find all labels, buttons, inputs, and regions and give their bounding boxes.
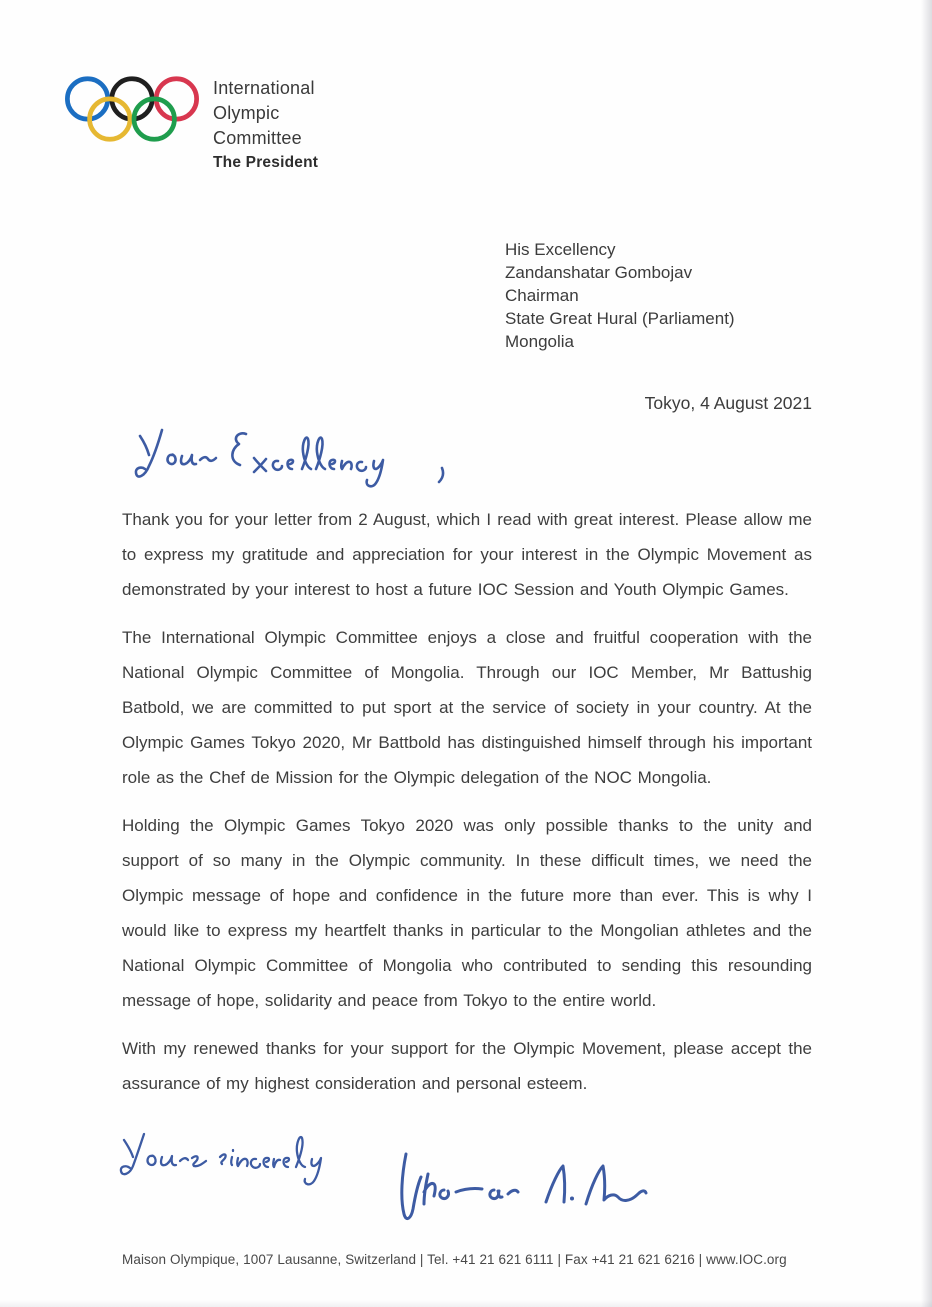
salutation-ink-strokes [112, 420, 472, 498]
paragraph-3: Holding the Olympic Games Tokyo 2020 was only possible thanks to the unity and support of so many in the Olympic community. In these difficult times, we need the Olympic message of hope and confidence in the future more than ever. This is why I would like to express my heartfelt thanks in particular to the Mongolian athletes and the National Olympic Committee of Mongolia who contributed to sending this resounding message of hope, solidarity and peace from Tokyo to the entire world. [122, 816, 812, 1010]
recipient-line: His Excellency [505, 240, 616, 259]
recipient-line: State Great Hural (Parliament) [505, 309, 735, 328]
scan-edge-shadow-bottom [0, 1300, 932, 1307]
recipient-line: Mongolia [505, 332, 574, 351]
org-name-line2: Olympic [213, 103, 280, 123]
paragraph-2: The International Olympic Committee enjoys a close and fruitful cooperation with the National Olympic Committee of Mongolia. Through our IOC Member, Mr Battushig Batbold, we are committed to put sport at the service of society in your country. At the Olympic Games Tokyo 2020, Mr Battbold has distinguished himself through his important role as the Chef de Mission for the Olympic delegation of the NOC Mongolia. [122, 628, 812, 787]
dateline: Tokyo, 4 August 2021 [644, 393, 812, 413]
handwritten-signature [382, 1146, 652, 1241]
recipient-line: Chairman [505, 286, 579, 305]
signature-ink-strokes [382, 1146, 652, 1241]
handwritten-salutation [112, 420, 472, 498]
paragraph-1: Thank you for your letter from 2 August, which I read with great interest. Please allow me to express my gratitude and appreciation for your interest in the Olympic Movement as demonstrated by your interest to host a future IOC Session and Youth Olympic Games. [122, 510, 812, 599]
sender-title: The President [213, 154, 319, 171]
handwritten-valediction [112, 1124, 362, 1194]
org-name-line3: Committee [213, 128, 302, 148]
scan-edge-shadow-right [921, 0, 932, 1307]
org-name-line1: International [213, 78, 315, 98]
valediction-ink-strokes [112, 1124, 362, 1194]
olympic-rings-icon [62, 74, 202, 144]
recipient-address [505, 238, 735, 353]
footer-contact-line: Maison Olympique, 1007 Lausanne, Switzerland | Tel. +41 21 621 6111 | Fax +41 21 621 6216 | www.IOC.org [122, 1252, 787, 1267]
org-name [213, 76, 315, 151]
letter-body [122, 502, 812, 1114]
recipient-line: Zandanshatar Gombojav [505, 263, 693, 282]
paragraph-4: With my renewed thanks for your support for the Olympic Movement, please accept the assurance of my highest consideration and personal esteem. [122, 1039, 812, 1093]
